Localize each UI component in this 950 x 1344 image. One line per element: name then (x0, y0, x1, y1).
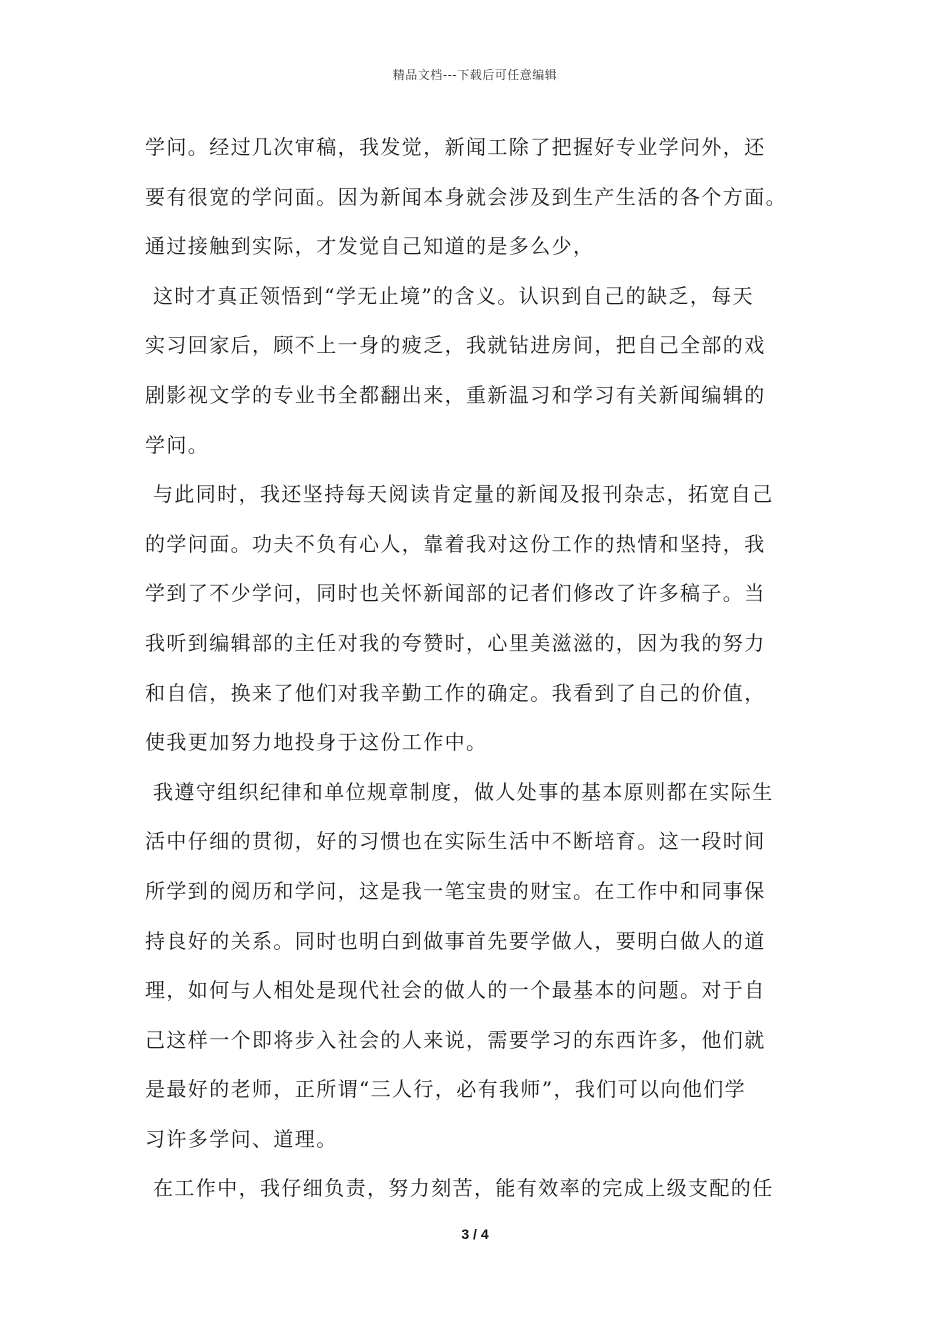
text-line: 使我更加努力地投身于这份工作中。 (145, 730, 488, 755)
page-number: 3 / 4 (461, 1226, 489, 1242)
text-line: 己这样一个即将步入社会的人来说，需要学习的东西许多，他们就 (145, 1027, 766, 1052)
text-line: 这时才真正领悟到“学无止境”的含义。认识到自己的缺乏，每天 (153, 283, 755, 308)
text-line: 理，如何与人相处是现代社会的做人的一个最基本的问题。对于自 (145, 978, 766, 1003)
text-line: 学到了不少学问，同时也关怀新闻部的记者们修改了许多稿子。当 (145, 581, 766, 606)
text-line: 要有很宽的学问面。因为新闻本身就会涉及到生产生活的各个方面。 (145, 184, 787, 209)
text-line: 是最好的老师，正所谓“三人行，必有我师”，我们可以向他们学 (145, 1077, 747, 1102)
text-line: 在工作中，我仔细负责，努力刻苦，能有效率的完成上级支配的任 (153, 1176, 774, 1201)
text-line: 与此同时，我还坚持每天阅读肯定量的新闻及报刊杂志，拓宽自己 (153, 482, 774, 507)
text-line: 我听到编辑部的主任对我的夸赞时，心里美滋滋的，因为我的努力 (145, 630, 766, 655)
text-line: 剧影视文学的专业书全都翻出来，重新温习和学习有关新闻编辑的 (145, 382, 766, 407)
text-line: 的学问面。功夫不负有心人，靠着我对这份工作的热情和坚持，我 (145, 531, 766, 556)
text-line: 学问。经过几次审稿，我发觉，新闻工除了把握好专业学问外，还 (145, 135, 766, 159)
text-line: 和自信，换来了他们对我辛勤工作的确定。我看到了自己的价值， (145, 680, 766, 705)
text-line: 学问。 (145, 432, 210, 457)
text-line: 活中仔细的贯彻，好的习惯也在实际生活中不断培育。这一段时间 (145, 829, 766, 854)
text-line: 持良好的关系。同时也明白到做事首先要学做人，要明白做人的道 (145, 928, 766, 953)
text-line: 所学到的阅历和学问，这是我一笔宝贵的财宝。在工作中和同事保 (145, 878, 766, 903)
text-line: 实习回家后，顾不上一身的疲乏，我就钻进房间，把自己全部的戏 (145, 333, 766, 358)
text-line: 习许多学问、道理。 (145, 1126, 338, 1151)
text-line: 通过接触到实际，才发觉自己知道的是多么少， (145, 234, 595, 259)
document-body (145, 129, 810, 1220)
text-line: 我遵守组织纪律和单位规章制度，做人处事的基本原则都在实际生 (153, 779, 774, 804)
page-header: 精品文档---下载后可任意编辑 (392, 68, 558, 82)
